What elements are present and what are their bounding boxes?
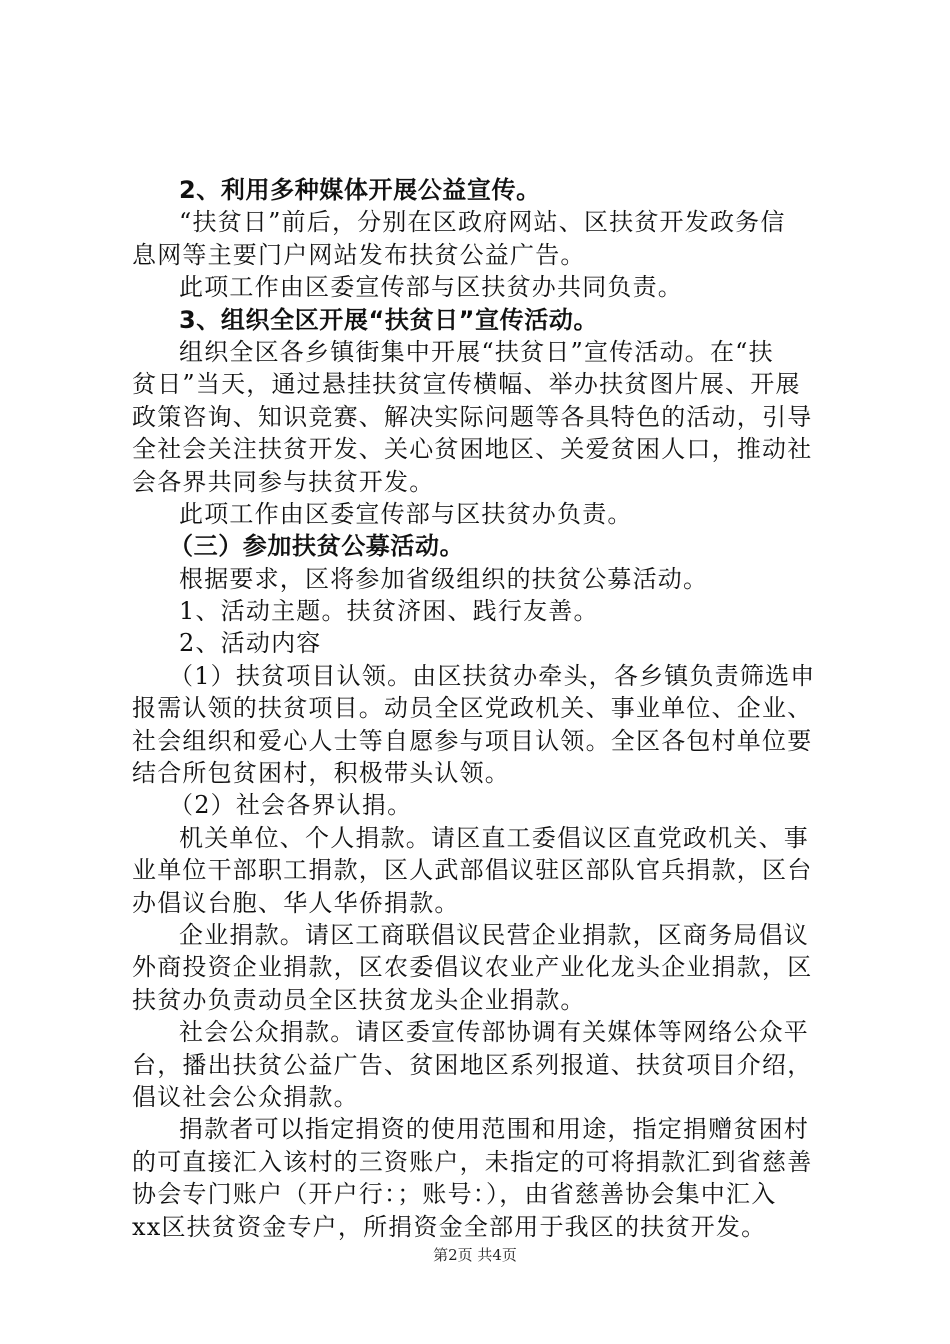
paragraph-line: 的可直接汇入该村的三资账户，未指定的可将捐款汇到省慈善: [132, 1147, 813, 1176]
document-body: [132, 174, 832, 1243]
paragraph-line: 1、活动主题。扶贫济困、践行友善。: [179, 597, 599, 626]
paragraph-line: 根据要求，区将参加省级组织的扶贫公募活动。: [179, 564, 709, 593]
heading-media-publicity: 2、利用多种媒体开展公益宣传。: [179, 176, 541, 204]
paragraph-line: 业单位干部职工捐款，区人武部倡议驻区部队官兵捐款，区台: [132, 856, 813, 885]
paragraph-line: 息网等主要门户网站发布扶贫公益广告。: [132, 240, 586, 269]
paragraph-line: xx区扶贫资金专户，所捐资金全部用于我区的扶贫开发。: [132, 1212, 767, 1241]
paragraph-line: “扶贫日”前后，分别在区政府网站、区扶贫开发政务信: [179, 208, 786, 237]
paragraph-line: （1）扶贫项目认领。由区扶贫办牵头，各乡镇负责筛选申: [169, 661, 816, 690]
paragraph-line: 机关单位、个人捐款。请区直工委倡议区直党政机关、事: [179, 823, 809, 852]
paragraph-line: 企业捐款。请区工商联倡议民营企业捐款，区商务局倡议: [179, 920, 809, 949]
heading-public-fundraising: （三）参加扶贫公募活动。: [169, 532, 465, 561]
paragraph-line: 全社会关注扶贫开发、关心贫困地区、关爱贫困人口，推动社: [132, 435, 813, 464]
paragraph-line: 此项工作由区委宣传部与区扶贫办负责。: [179, 499, 633, 528]
paragraph-line: 捐款者可以指定捐资的使用范围和用途，指定捐赠贫困村: [179, 1115, 809, 1144]
page-number-footer: 第2页 共4页: [433, 1246, 517, 1264]
paragraph-line: 2、活动内容: [179, 629, 322, 658]
paragraph-line: 会各界共同参与扶贫开发。: [132, 467, 435, 496]
paragraph-line: 扶贫办负责动员全区扶贫龙头企业捐款。: [132, 985, 586, 1014]
paragraph-line: 社会组织和爱心人士等自愿参与项目认领。全区各包村单位要: [132, 726, 813, 755]
paragraph-line: 办倡议台胞、华人华侨捐款。: [132, 888, 460, 917]
paragraph-line: （2）社会各界认捐。: [169, 791, 413, 820]
paragraph-line: 倡议社会公众捐款。: [132, 1082, 359, 1111]
paragraph-line: 政策咨询、知识竞赛、解决实际问题等各具特色的活动，引导: [132, 402, 813, 431]
paragraph-line: 台，播出扶贫公益广告、贫困地区系列报道、扶贫项目介绍，: [132, 1050, 813, 1079]
paragraph-line: 社会公众捐款。请区委宣传部协调有关媒体等网络公众平: [179, 1018, 809, 1047]
paragraph-line: 外商投资企业捐款，区农委倡议农业产业化龙头企业捐款，区: [132, 953, 813, 982]
paragraph-line: 组织全区各乡镇街集中开展“扶贫日”宣传活动。在“扶: [179, 337, 774, 366]
paragraph-line: 报需认领的扶贫项目。动员全区党政机关、事业单位、企业、: [132, 694, 813, 723]
heading-poverty-day-campaign: 3、组织全区开展“扶贫日”宣传活动。: [179, 305, 599, 334]
paragraph-line: 协会专门账户（开户行：；账号：），由省慈善协会集中汇入: [132, 1180, 777, 1209]
paragraph-line: 结合所包贫困村，积极带头认领。: [132, 759, 510, 788]
paragraph-line: 贫日”当天，通过悬挂扶贫宣传横幅、举办扶贫图片展、开展: [132, 370, 801, 399]
paragraph-line: 此项工作由区委宣传部与区扶贫办共同负责。: [179, 273, 683, 302]
